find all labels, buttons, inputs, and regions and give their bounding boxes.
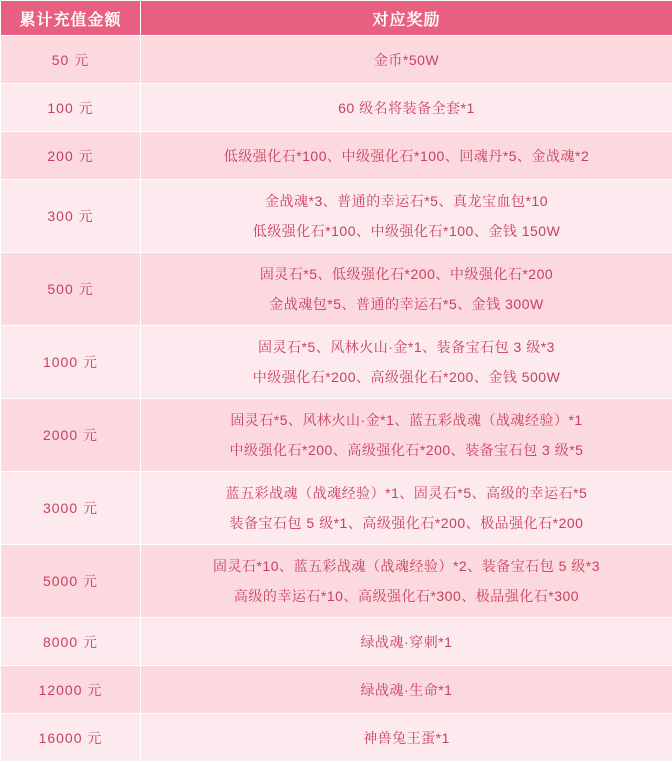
cell-reward [141, 472, 672, 545]
table-row [1, 545, 672, 618]
table-row [1, 180, 672, 253]
cell-amount: 3000 元 [1, 472, 141, 545]
cell-amount: 200 元 [1, 132, 141, 180]
cell-amount: 16000 元 [1, 714, 141, 762]
reward-line: 绿战魂·穿刺*1 [145, 627, 668, 657]
reward-line: 固灵石*5、低级强化石*200、中级强化石*200 [145, 259, 668, 289]
table-row [1, 618, 672, 666]
table-row [1, 666, 672, 714]
reward-line: 固灵石*10、蓝五彩战魂（战魂经验）*2、装备宝石包 5 级*3 [145, 551, 668, 581]
table-header-row [1, 1, 672, 36]
cell-reward [141, 545, 672, 618]
cell-reward [141, 84, 672, 132]
reward-line: 金战魂*3、普通的幸运石*5、真龙宝血包*10 [145, 186, 668, 216]
cell-amount: 5000 元 [1, 545, 141, 618]
cell-amount: 8000 元 [1, 618, 141, 666]
reward-line: 中级强化石*200、高级强化石*200、金钱 500W [145, 362, 668, 392]
cell-amount: 12000 元 [1, 666, 141, 714]
cell-amount: 2000 元 [1, 399, 141, 472]
reward-line: 固灵石*5、风林火山·金*1、装备宝石包 3 级*3 [145, 332, 668, 362]
reward-line: 神兽兔王蛋*1 [145, 723, 668, 753]
cell-reward [141, 132, 672, 180]
column-header-amount: 累计充值金额 [1, 1, 141, 36]
table-row [1, 326, 672, 399]
table-row [1, 132, 672, 180]
table-row [1, 472, 672, 545]
table-body [1, 36, 672, 762]
reward-line: 固灵石*5、风林火山·金*1、蓝五彩战魂（战魂经验）*1 [145, 405, 668, 435]
reward-line: 装备宝石包 5 级*1、高级强化石*200、极品强化石*200 [145, 508, 668, 538]
table-row [1, 253, 672, 326]
column-header-reward: 对应奖励 [141, 1, 672, 36]
cell-reward [141, 666, 672, 714]
table-row [1, 36, 672, 84]
reward-line: 低级强化石*100、中级强化石*100、回魂丹*5、金战魂*2 [145, 141, 668, 171]
table-row [1, 714, 672, 762]
reward-line: 绿战魂·生命*1 [145, 675, 668, 705]
cell-amount: 100 元 [1, 84, 141, 132]
cell-reward [141, 618, 672, 666]
table-row [1, 84, 672, 132]
reward-line: 金币*50W [145, 45, 668, 75]
cell-amount: 1000 元 [1, 326, 141, 399]
table-row [1, 399, 672, 472]
cell-reward [141, 399, 672, 472]
cell-reward [141, 714, 672, 762]
cell-amount: 50 元 [1, 36, 141, 84]
cell-reward [141, 180, 672, 253]
table-header [1, 1, 672, 36]
reward-line: 低级强化石*100、中级强化石*100、金钱 150W [145, 216, 668, 246]
reward-line: 中级强化石*200、高级强化石*200、装备宝石包 3 级*5 [145, 435, 668, 465]
reward-line: 金战魂包*5、普通的幸运石*5、金钱 300W [145, 289, 668, 319]
reward-line: 60 级名将装备全套*1 [145, 93, 668, 123]
cell-reward [141, 36, 672, 84]
reward-line: 蓝五彩战魂（战魂经验）*1、固灵石*5、高级的幸运石*5 [145, 478, 668, 508]
reward-line: 高级的幸运石*10、高级强化石*300、极品强化石*300 [145, 581, 668, 611]
cell-reward [141, 253, 672, 326]
cell-amount: 300 元 [1, 180, 141, 253]
cell-reward [141, 326, 672, 399]
cell-amount: 500 元 [1, 253, 141, 326]
